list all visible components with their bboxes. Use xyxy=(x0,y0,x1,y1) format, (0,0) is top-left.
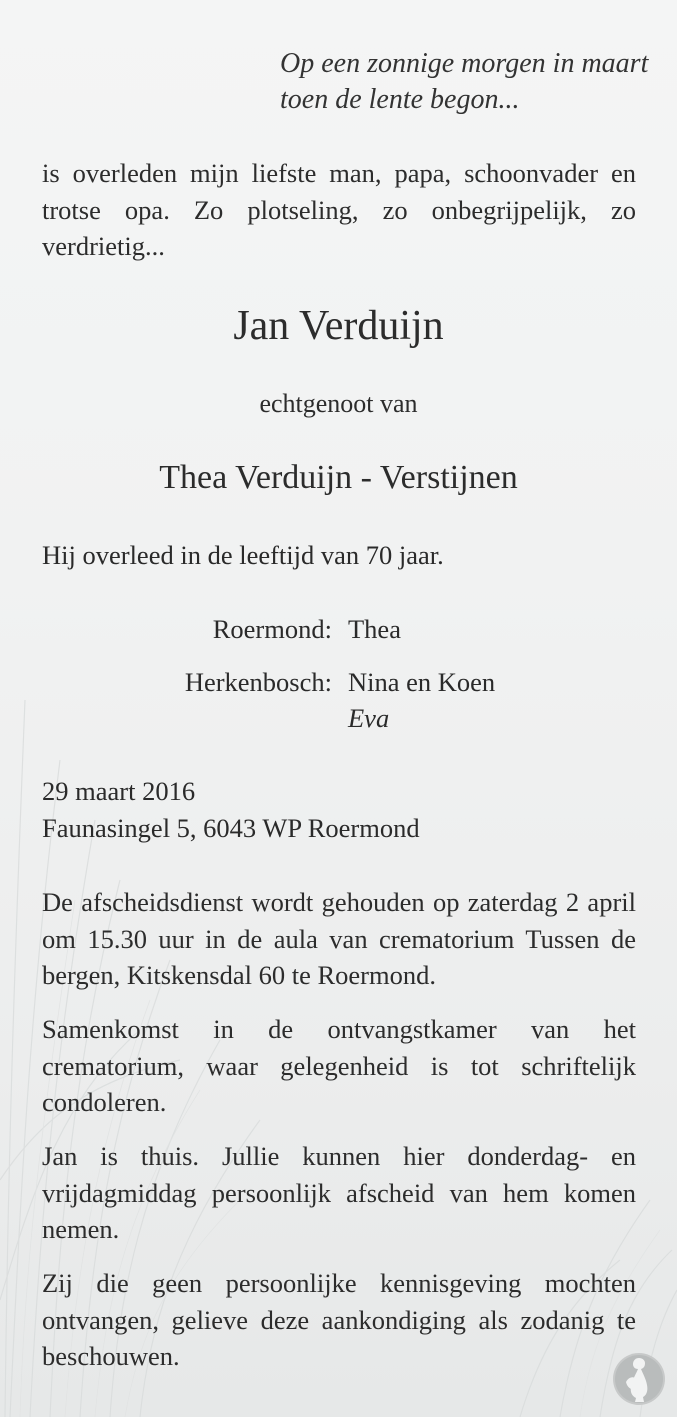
deceased-name: Jan Verduijn xyxy=(233,303,444,349)
family-names: Nina en Koen xyxy=(348,667,496,697)
verse-line-2: toen de lente begon... xyxy=(280,84,520,115)
opening-verse xyxy=(280,46,648,118)
relation-label: echtgenoot van xyxy=(259,389,418,418)
verse-line-1: Op een zonnige morgen in maart xyxy=(280,48,649,79)
notice-paragraph: Zij die geen persoonlijke kennisgeving mochten ontvangen, gelieve deze aankondiging als zodanig te beschouwen. xyxy=(42,1268,636,1371)
spouse-name: Thea Verduijn - Verstijnen xyxy=(159,459,518,496)
memorial-figure-icon xyxy=(612,1352,666,1406)
age-statement: Hij overleed in de leeftijd van 70 jaar. xyxy=(42,540,444,570)
service-paragraph: De afscheidsdienst wordt gehouden op zaterdag 2 april om 15.30 uur in de aula van crematorium Tussen de bergen, Kitskensdal 60 te Roermond. xyxy=(42,887,636,990)
family-names: Thea xyxy=(348,614,401,644)
visiting-paragraph: Jan is thuis. Jullie kunnen hier donderdag- en vrijdagmiddag persoonlijk afscheid van hem komen nemen. xyxy=(42,1141,636,1244)
family-place: Roermond: xyxy=(212,614,332,644)
date-of-death: 29 maart 2016 xyxy=(42,776,196,806)
gathering-paragraph: Samenkomst in de ontvangstkamer van het crematorium, waar gelegenheid is tot schriftelijk condoleren. xyxy=(42,1014,636,1117)
family-place: Herkenbosch: xyxy=(184,667,332,697)
intro-paragraph: is overleden mijn liefste man, papa, schoonvader en trotse opa. Zo plotseling, zo onbegrijpelijk, zo verdrietig... xyxy=(42,158,636,261)
home-address: Faunasingel 5, 6043 WP Roermond xyxy=(42,813,420,843)
grandchild-name: Eva xyxy=(348,703,390,733)
